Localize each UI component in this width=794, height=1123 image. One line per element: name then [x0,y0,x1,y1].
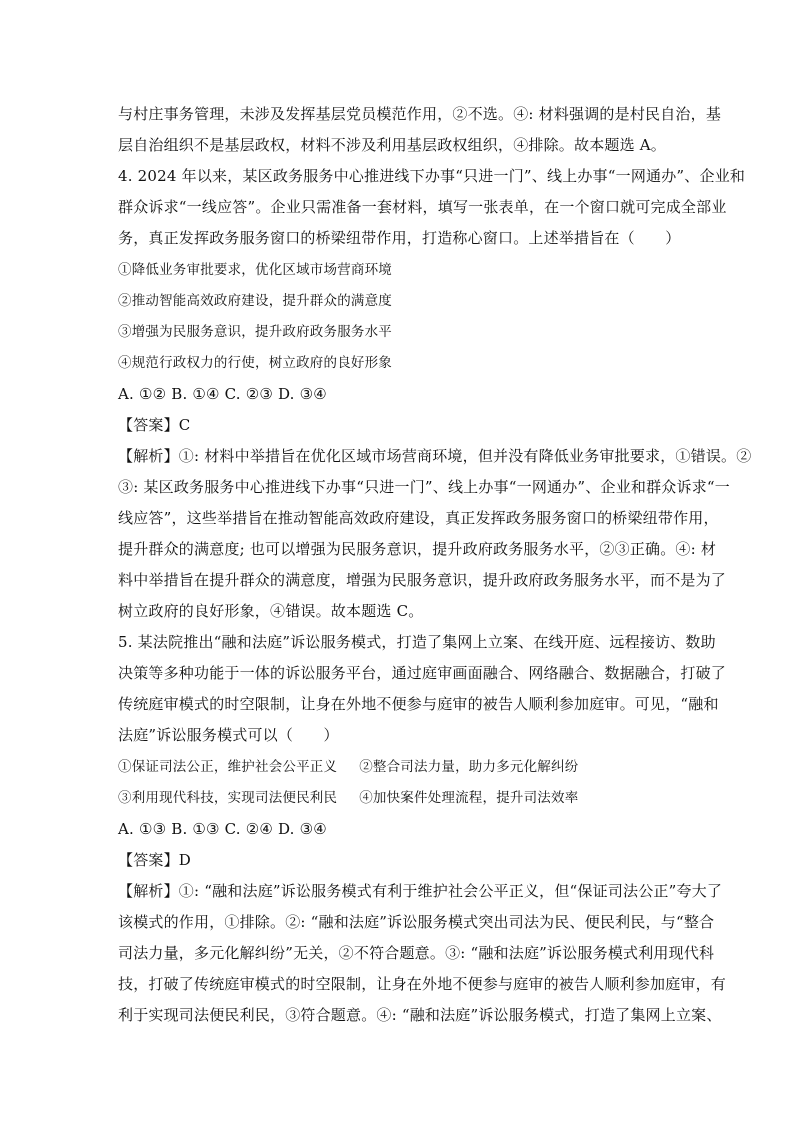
q4-option-1: ①降低业务审批要求，优化区域市场营商环境 [118,262,392,278]
q4-analysis-line: 【解析】①: 材料中举措旨在优化区域市场营商环境，但并没有降低业务审批要求，①错误。② [118,447,752,465]
question-5-line: 决策等多种功能于一体的诉讼服务平台，通过庭审画面融合、网络融合、数据融合，打破了 [118,664,727,682]
q5-analysis-line: 该模式的作用，①排除。②: “融和法庭”诉讼服务模式突出司法为民、便民利民，与“整合 [118,913,715,931]
q5-option-3: ③利用现代科技，实现司法便民利民 [118,790,338,806]
q5-choices: A. ①③ B. ①③ C. ②④ D. ③④ [118,820,327,838]
q4-answer: 【答案】C [118,416,191,434]
q4-analysis-line: 线应答”，这些举措旨在推动智能高效政府建设，真正发挥政务服务窗口的桥梁纽带作用， [118,509,719,527]
q5-option-1: ①保证司法公正，维护社会公平正义 [118,759,338,775]
question-4-line: 4. 2024 年以来，某区政务服务中心推进线下办事“只进一门”、线上办事“一网通办”、企业和 [118,167,746,185]
q5-option-4: ④加快案件处理流程，提升司法效率 [359,790,579,806]
q4-analysis-line: 树立政府的良好形象，④错误。故本题选 C。 [118,602,424,620]
q4-option-4: ④规范行政权力的行使，树立政府的良好形象 [118,355,392,371]
q4-analysis-line: 提升群众的满意度; 也可以增强为民服务意识，提升政府政务服务水平，②③正确。④: 材 [118,540,717,558]
q4-choices: A. ①② B. ①④ C. ②③ D. ③④ [118,385,327,403]
q5-analysis-line: 司法力量，多元化解纠纷”无关，②不符合题意。③: “融和法庭”诉讼服务模式利用现代科 [118,944,715,962]
q5-options-row-1 [118,756,678,778]
q4-analysis-line: ③: 某区政务服务中心推进线下办事“只进一门”、线上办事“一网通办”、企业和群众诉求“一 [118,478,730,496]
q5-analysis-line: 利于实现司法便民利民，③符合题意。④: “融和法庭”诉讼服务模式，打造了集网上立案、 [118,1006,722,1024]
question-5-line: 传统庭审模式的时空限制，让身在外地不便参与庭审的被告人顺利参加庭审。可见，“融和 [118,695,719,713]
text-line: 层自治组织不是基层政权，材料不涉及利用基层政权组织，④排除。故本题选 A。 [118,136,667,154]
q5-option-2: ②整合司法力量，助力多元化解纠纷 [359,759,579,775]
question-4-line: 务，真正发挥政务服务窗口的桥梁纽带作用，打造称心窗口。上述举措旨在（ ） [118,229,681,247]
q4-option-2: ②推动智能高效政府建设，提升群众的满意度 [118,293,392,309]
q5-options-row-2 [118,787,678,809]
q5-analysis-line: 【解析】①: “融和法庭”诉讼服务模式有利于维护社会公平正义，但“保证司法公正”夸大了 [118,882,723,900]
question-5-line: 5. 某法院推出“融和法庭”诉讼服务模式，打造了集网上立案、在线开庭、远程接访、数助 [118,633,716,651]
question-4-line: 群众诉求“一线应答”。企业只需准备一套材料，填写一张表单，在一个窗口就可完成全部业 [118,198,727,216]
q5-answer: 【答案】D [118,851,192,869]
q4-analysis-line: 料中举措旨在提升群众的满意度，增强为民服务意识，提升政府政务服务水平，而不是为了 [118,571,727,589]
q4-option-3: ③增强为民服务意识，提升政府政务服务水平 [118,324,392,340]
question-5-line: 法庭”诉讼服务模式可以（ ） [118,726,339,744]
q5-analysis-line: 技，打破了传统庭审模式的时空限制，让身在外地不便参与庭审的被告人顺利参加庭审，有 [118,975,727,993]
text-line: 与村庄事务管理，未涉及发挥基层党员模范作用，②不选。④: 材料强调的是村民自治，基 [118,105,722,123]
